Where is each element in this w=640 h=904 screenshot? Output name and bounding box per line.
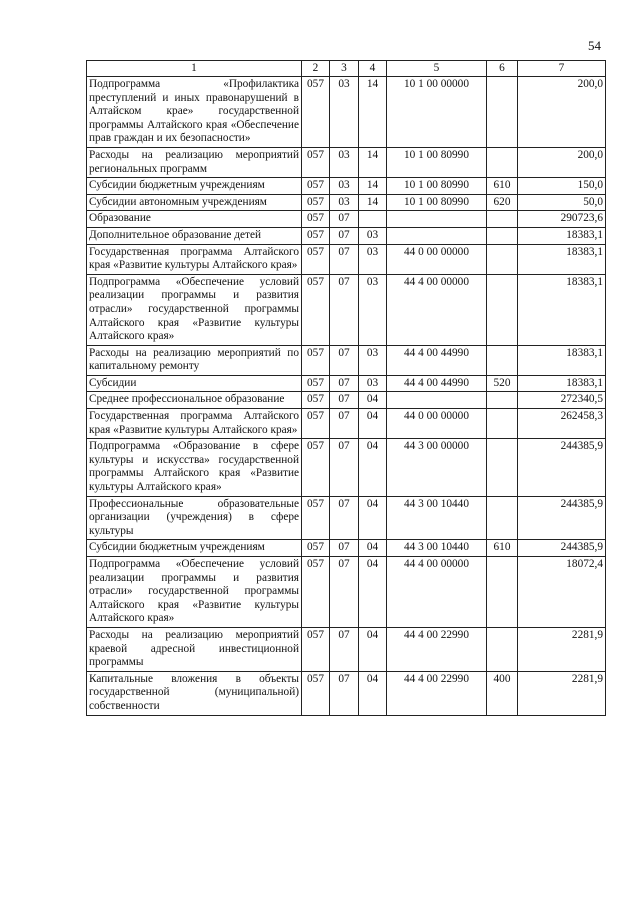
- table-row: [87, 227, 606, 244]
- table-row: [87, 671, 606, 715]
- row-expense-type-code: [487, 557, 518, 628]
- row-ved-code: 057: [302, 227, 330, 244]
- row-amount: 18383,1: [518, 244, 606, 274]
- col-header-vr: 6: [487, 61, 518, 77]
- row-expense-type-code: [487, 627, 518, 671]
- row-amount: 200,0: [518, 147, 606, 177]
- table-row: [87, 244, 606, 274]
- table-row: [87, 540, 606, 557]
- table-row: [87, 274, 606, 345]
- row-name: Расходы на реализацию мероприятий краевой адресной инвестиционной программы: [87, 627, 302, 671]
- row-section-code: 07: [330, 392, 359, 409]
- row-name: Расходы на реализацию мероприятий региональных программ: [87, 147, 302, 177]
- row-ved-code: 057: [302, 375, 330, 392]
- row-section-code: 07: [330, 671, 359, 715]
- col-header-csr: 5: [387, 61, 487, 77]
- row-expense-type-code: 400: [487, 671, 518, 715]
- row-name: Дополнительное образование детей: [87, 227, 302, 244]
- row-subsection-code: 04: [359, 409, 387, 439]
- row-target-article-code: 44 4 00 22990: [387, 671, 487, 715]
- row-ved-code: 057: [302, 211, 330, 228]
- row-name: Субсидии бюджетным учреждениям: [87, 540, 302, 557]
- row-ved-code: 057: [302, 178, 330, 195]
- row-subsection-code: 03: [359, 345, 387, 375]
- row-amount: 262458,3: [518, 409, 606, 439]
- table-row: [87, 392, 606, 409]
- row-ved-code: 057: [302, 496, 330, 540]
- row-subsection-code: 04: [359, 627, 387, 671]
- row-name: Профессиональные образовательные организации (учреждения) в сфере культуры: [87, 496, 302, 540]
- row-target-article-code: 44 0 00 00000: [387, 409, 487, 439]
- row-subsection-code: 04: [359, 540, 387, 557]
- row-subsection-code: 14: [359, 194, 387, 211]
- row-amount: 290723,6: [518, 211, 606, 228]
- row-expense-type-code: 610: [487, 540, 518, 557]
- row-ved-code: 057: [302, 557, 330, 628]
- table-row: [87, 439, 606, 496]
- row-subsection-code: 04: [359, 392, 387, 409]
- row-ved-code: 057: [302, 77, 330, 148]
- table-row: [87, 375, 606, 392]
- table-row: [87, 496, 606, 540]
- row-target-article-code: 10 1 00 80990: [387, 147, 487, 177]
- table-body: [87, 77, 606, 716]
- row-name: Образование: [87, 211, 302, 228]
- row-expense-type-code: [487, 211, 518, 228]
- row-name: Капитальные вложения в объекты государственной (муниципальной) собственности: [87, 671, 302, 715]
- row-expense-type-code: [487, 409, 518, 439]
- table-row: [87, 409, 606, 439]
- row-target-article-code: 10 1 00 00000: [387, 77, 487, 148]
- row-name: Подпрограмма «Образование в сфере культуры и искусства» государственной программы Алтайского края «Развитие культуры Алтайского края»: [87, 439, 302, 496]
- budget-table: [86, 60, 606, 716]
- row-target-article-code: 10 1 00 80990: [387, 178, 487, 195]
- row-amount: 50,0: [518, 194, 606, 211]
- row-section-code: 07: [330, 345, 359, 375]
- row-ved-code: 057: [302, 147, 330, 177]
- row-expense-type-code: 520: [487, 375, 518, 392]
- row-section-code: 07: [330, 244, 359, 274]
- row-subsection-code: 14: [359, 147, 387, 177]
- row-amount: 150,0: [518, 178, 606, 195]
- row-section-code: 03: [330, 194, 359, 211]
- row-target-article-code: 44 0 00 00000: [387, 244, 487, 274]
- row-amount: 2281,9: [518, 671, 606, 715]
- row-section-code: 07: [330, 375, 359, 392]
- row-name: Подпрограмма «Профилактика преступлений и иных правонарушений в Алтайском крае» государственной программы Алтайского края «Обеспечение прав граждан и их безопасности»: [87, 77, 302, 148]
- row-amount: 18383,1: [518, 345, 606, 375]
- col-header-rz: 3: [330, 61, 359, 77]
- row-target-article-code: 44 4 00 00000: [387, 274, 487, 345]
- row-subsection-code: 03: [359, 274, 387, 345]
- row-section-code: 07: [330, 409, 359, 439]
- row-ved-code: 057: [302, 345, 330, 375]
- table-row: [87, 557, 606, 628]
- row-ved-code: 057: [302, 274, 330, 345]
- col-header-ved: 2: [302, 61, 330, 77]
- row-name: Государственная программа Алтайского края «Развитие культуры Алтайского края»: [87, 244, 302, 274]
- row-amount: 18072,4: [518, 557, 606, 628]
- row-expense-type-code: 620: [487, 194, 518, 211]
- row-section-code: 07: [330, 627, 359, 671]
- row-target-article-code: [387, 392, 487, 409]
- row-ved-code: 057: [302, 671, 330, 715]
- table-row: [87, 178, 606, 195]
- row-section-code: 07: [330, 557, 359, 628]
- row-name: Среднее профессиональное образование: [87, 392, 302, 409]
- row-expense-type-code: [487, 392, 518, 409]
- row-amount: 18383,1: [518, 274, 606, 345]
- row-amount: 244385,9: [518, 496, 606, 540]
- row-target-article-code: 44 4 00 44990: [387, 345, 487, 375]
- table-row: [87, 627, 606, 671]
- table-row: [87, 194, 606, 211]
- row-section-code: 03: [330, 178, 359, 195]
- row-amount: 244385,9: [518, 540, 606, 557]
- row-amount: 272340,5: [518, 392, 606, 409]
- row-section-code: 03: [330, 147, 359, 177]
- row-subsection-code: 03: [359, 375, 387, 392]
- col-header-pr: 4: [359, 61, 387, 77]
- row-ved-code: 057: [302, 439, 330, 496]
- row-ved-code: 057: [302, 627, 330, 671]
- row-name: Субсидии: [87, 375, 302, 392]
- row-section-code: 07: [330, 439, 359, 496]
- row-subsection-code: 04: [359, 557, 387, 628]
- row-amount: 18383,1: [518, 375, 606, 392]
- row-expense-type-code: 610: [487, 178, 518, 195]
- row-subsection-code: 04: [359, 439, 387, 496]
- row-subsection-code: 03: [359, 244, 387, 274]
- row-amount: 244385,9: [518, 439, 606, 496]
- row-expense-type-code: [487, 244, 518, 274]
- row-expense-type-code: [487, 439, 518, 496]
- row-expense-type-code: [487, 496, 518, 540]
- page-number: 54: [588, 38, 601, 53]
- row-amount: 18383,1: [518, 227, 606, 244]
- row-name: Государственная программа Алтайского края «Развитие культуры Алтайского края»: [87, 409, 302, 439]
- row-ved-code: 057: [302, 194, 330, 211]
- row-section-code: 07: [330, 227, 359, 244]
- row-target-article-code: 44 3 00 10440: [387, 540, 487, 557]
- col-header-sum: 7: [518, 61, 606, 77]
- row-name: Подпрограмма «Обеспечение условий реализации программы и развития отрасли» государственной программы Алтайского края «Развитие культуры Алтайского края»: [87, 557, 302, 628]
- header-row: [87, 61, 606, 77]
- row-section-code: 07: [330, 211, 359, 228]
- row-subsection-code: 04: [359, 496, 387, 540]
- row-target-article-code: 44 4 00 44990: [387, 375, 487, 392]
- row-target-article-code: 44 4 00 22990: [387, 627, 487, 671]
- table-row: [87, 147, 606, 177]
- table-row: [87, 345, 606, 375]
- row-name: Подпрограмма «Обеспечение условий реализации программы и развития отрасли» государственной программы Алтайского края «Развитие культуры Алтайского края»: [87, 274, 302, 345]
- row-section-code: 07: [330, 540, 359, 557]
- row-amount: 2281,9: [518, 627, 606, 671]
- row-target-article-code: [387, 227, 487, 244]
- row-expense-type-code: [487, 274, 518, 345]
- row-name: Субсидии бюджетным учреждениям: [87, 178, 302, 195]
- row-subsection-code: [359, 211, 387, 228]
- row-section-code: 03: [330, 77, 359, 148]
- row-expense-type-code: [487, 227, 518, 244]
- row-expense-type-code: [487, 345, 518, 375]
- row-subsection-code: 14: [359, 178, 387, 195]
- row-subsection-code: 14: [359, 77, 387, 148]
- row-name: Субсидии автономным учреждениям: [87, 194, 302, 211]
- row-ved-code: 057: [302, 540, 330, 557]
- row-expense-type-code: [487, 77, 518, 148]
- row-target-article-code: [387, 211, 487, 228]
- row-target-article-code: 44 3 00 10440: [387, 496, 487, 540]
- row-ved-code: 057: [302, 392, 330, 409]
- col-header-name: 1: [87, 61, 302, 77]
- row-target-article-code: 44 4 00 00000: [387, 557, 487, 628]
- row-target-article-code: 10 1 00 80990: [387, 194, 487, 211]
- row-amount: 200,0: [518, 77, 606, 148]
- row-target-article-code: 44 3 00 00000: [387, 439, 487, 496]
- row-subsection-code: 04: [359, 671, 387, 715]
- row-section-code: 07: [330, 496, 359, 540]
- table-row: [87, 77, 606, 148]
- row-ved-code: 057: [302, 409, 330, 439]
- row-name: Расходы на реализацию мероприятий по капитальному ремонту: [87, 345, 302, 375]
- table-row: [87, 211, 606, 228]
- row-ved-code: 057: [302, 244, 330, 274]
- row-expense-type-code: [487, 147, 518, 177]
- row-subsection-code: 03: [359, 227, 387, 244]
- row-section-code: 07: [330, 274, 359, 345]
